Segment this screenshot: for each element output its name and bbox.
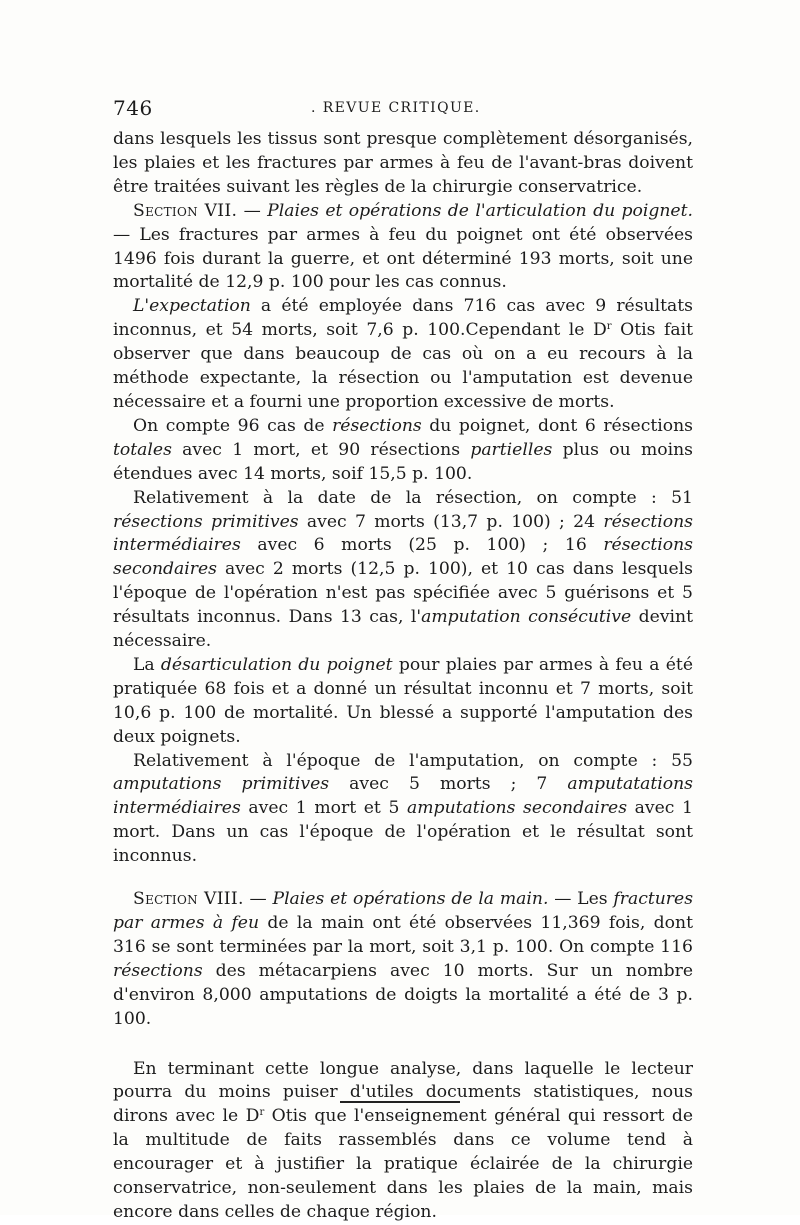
conclusion-text-1: En terminant cette longue analyse, dans laquelle le lecteur pourra du moins puiser d'utiles documents statistiques, nous dirons avec le D [113, 1058, 693, 1127]
expectation-term: L'expectation [133, 296, 251, 317]
resections-italic-2: totales [113, 439, 172, 460]
amputation-italic-3: amputations secondaires [407, 798, 628, 819]
running-head: . REVUE CRITIQUE. [311, 100, 481, 116]
amputation-italic-1: amputations primitives [113, 774, 330, 795]
resections-text-1: On compte 96 cas de [133, 415, 333, 436]
section-7-title: Plaies et opérations de l'articulation du poignet. [267, 200, 693, 221]
body-text [113, 128, 693, 1225]
resection-date-italic-1: résections primitives [113, 511, 299, 532]
resection-date-text-4: avec 2 morts (12,5 p. 100), et 10 cas dans lesquels l'époque de l'opération n'est pas spécifiée avec 5 guérisons et 5 résultats inconnus. Dans 13 cas, l' [113, 559, 693, 628]
page-number: 746 [113, 96, 153, 120]
page-header [113, 96, 693, 126]
conclusion-text-2: Otis que l'enseignement général qui ressort de la multitude de faits rassemblés dans ce volume tend à encourager et à justifier la pratique éclairée de la chirurgie conservatrice, non-seulement dans les plaies de la main, mais encore dans celles de chaque région. [113, 1106, 694, 1222]
amputation-text-1: Relativement à l'époque de l'amputation, on compte : 55 [133, 750, 693, 771]
section-7-label: Section VII. [133, 200, 238, 221]
amputation-text-3: avec 1 mort et 5 [240, 798, 408, 819]
doctor-superscript-2: r [259, 1107, 265, 1119]
section-8-label: Section VIII. [133, 889, 244, 910]
section-7-text: — Les fractures par armes à feu du poignet ont été observées 1496 fois durant la guerre, et ont déterminé 193 morts, soit une mortalité de 12,9 p. 100 pour les cas connus. [113, 224, 693, 293]
resection-date-text-3: avec 6 morts (25 p. 100) ; 16 [240, 535, 604, 556]
paragraph-disarticulation [113, 654, 693, 750]
doctor-superscript: r [606, 321, 612, 333]
expectation-text-b: Otis fait observer que dans beaucoup de cas où on a eu recours à la méthode expectante, la résection ou l'amputation est devenue nécessaire et a fourni une proportion excessive de morts. [113, 320, 693, 412]
disarticulation-text-1: La [133, 654, 161, 675]
resection-date-text-5: devint nécessaire. [113, 607, 693, 652]
resections-italic-3: partielles [470, 439, 553, 460]
paragraph-section-7 [113, 200, 693, 296]
section-8-italic-1: fractures par armes à feu [113, 889, 694, 933]
paragraph-1 [113, 128, 693, 200]
resections-text-3: avec 1 mort, et 90 résections [171, 439, 471, 460]
paragraph-resection-date [113, 487, 693, 654]
paragraph-conclusion [113, 1058, 693, 1225]
paragraph-amputation-timing [113, 750, 693, 870]
disarticulation-italic-1: désarticulation du poignet [160, 654, 393, 675]
section-7-dash: — [237, 200, 268, 221]
resections-text-4: plus ou moins étendues avec 14 morts, soif 15,5 p. 100. [113, 439, 693, 484]
amputation-text-4: avec 1 mort. Dans un cas l'époque de l'opération et le résultat sont inconnus. [113, 798, 693, 867]
disarticulation-text-2: pour plaies par armes à feu a été pratiquée 68 fois et a donné un résultat inconnu et 7 morts, soit 10,6 p. 100 de mortalité. Un blessé a supporté l'amputation des deux poignets. [113, 654, 693, 747]
resection-date-italic-4: amputation consécutive [421, 607, 632, 628]
section-8-title: Plaies et opérations de la main. [272, 889, 549, 910]
section-8-text-2: de la main ont été observées 11,369 fois, dont 316 se sont terminées par la mort, soit 3,1 p. 100. On compte 116 [113, 913, 693, 957]
paragraph-resections [113, 415, 693, 487]
footnote-rule [340, 1101, 460, 1103]
section-8-dash: — [243, 889, 273, 910]
section-8-text-3: des métacarpiens avec 10 morts. Sur un nombre d'environ 8,000 amputations de doigts la mortalité a été de 3 p. 100. [113, 960, 693, 1029]
section-8-text-1: — Les [548, 889, 614, 910]
resections-text-2: du poignet, dont 6 résections [421, 415, 693, 436]
resection-date-italic-3: résections secondaires [113, 535, 693, 580]
amputation-text-2: avec 5 morts ; 7 [329, 774, 568, 795]
section-8-italic-2: résections [113, 960, 203, 981]
resection-date-text-1: Relativement à la date de la résection, on compte : 51 [133, 487, 693, 508]
paragraph-expectation [113, 295, 693, 415]
resection-date-text-2: avec 7 morts (13,7 p. 100) ; 24 [298, 511, 604, 532]
resection-date-italic-2: résections intermédiaires [113, 511, 694, 556]
paragraph-section-8 [113, 888, 693, 1031]
resections-italic-1: résections [332, 415, 422, 436]
amputation-italic-2: amputatations intermédiaires [113, 774, 693, 819]
expectation-text-a: a été employée dans 716 cas avec 9 résultats inconnus, et 54 morts, soit 7,6 p. 100.Cependant le D [113, 296, 693, 341]
paragraph-1-text: dans lesquels les tissus sont presque complètement désorganisés, les plaies et les fractures par armes à feu de l'avant-bras doivent être traitées suivant les règles de la chirurgie conservatrice. [113, 129, 693, 197]
